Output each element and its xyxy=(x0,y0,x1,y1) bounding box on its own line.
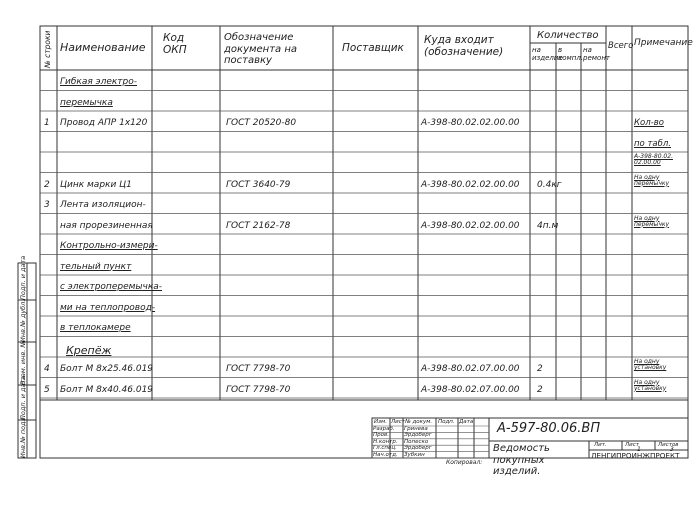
cell-where: А-398-80.02.07.00.00 xyxy=(421,364,520,374)
side-stamp-label: Взам. инв. № xyxy=(19,340,27,385)
org-name: ЛЕНГИПРОИНЖПРОЕКТ xyxy=(591,451,680,460)
side-stamp-label: Инв.№ дубл. xyxy=(19,299,27,342)
cell-num: 2 xyxy=(44,179,50,190)
cell-name: Гибкая электро- xyxy=(60,77,138,87)
rev-header-cell: Дата xyxy=(459,419,474,425)
cell-num: 3 xyxy=(44,200,50,210)
cell-where: А-398-80.02.02.00.00 xyxy=(421,179,520,190)
cell-note: На одну установку xyxy=(634,378,667,392)
header-doc: Обозначение документа на поставку xyxy=(224,32,298,66)
header-code: Код ОКП xyxy=(163,32,187,57)
header-name: Наименование xyxy=(60,41,146,54)
header-note: Примечание xyxy=(634,38,693,48)
sheets-label: Листов xyxy=(658,442,679,448)
cell-name: в теплокамере xyxy=(60,323,131,333)
cell-name: Болт М 8х40.46.019 xyxy=(60,384,154,395)
cell-qty: 2 xyxy=(537,364,543,374)
signature-name: Гринева xyxy=(404,426,428,432)
signature-name: Зубкин xyxy=(404,451,425,458)
side-stamp-label: Подп. и дата xyxy=(19,255,27,300)
header-where: Куда входит (обозначение) xyxy=(424,34,504,59)
cell-name: ная прорезиненная xyxy=(60,220,153,231)
cell-where: А-398-80.02.02.00.00 xyxy=(421,220,520,231)
header-qty-prod: на изделие xyxy=(532,46,563,63)
copied-label: Копировал: xyxy=(446,459,483,466)
cell-name: ми на теплопровод- xyxy=(60,302,156,313)
cell-qty: 2 xyxy=(537,384,543,395)
cell-where: А-398-80.02.07.00.00 xyxy=(421,384,520,395)
cell-num: 1 xyxy=(44,118,50,128)
signature-name: Эрдоберг xyxy=(404,445,432,452)
cell-doc: ГОСТ 7798-70 xyxy=(226,364,291,374)
signature-role: Пров. xyxy=(373,432,389,439)
rev-header-cell: № докум. xyxy=(405,419,433,425)
doc-title: Ведомость покупных изделий. xyxy=(493,443,550,477)
cell-name: перемычка xyxy=(60,97,113,108)
rev-header-cell: Лист xyxy=(391,419,405,425)
header-qty-rep: на ремонт xyxy=(583,46,610,63)
signature-name: Эрдоберг xyxy=(404,432,432,439)
cell-name: Крепёж xyxy=(66,343,112,357)
cell-qty: 0.4кг xyxy=(537,179,562,190)
cell-note: по табл. xyxy=(634,138,671,149)
cell-name: Болт М 8х25.46.019 xyxy=(60,364,154,374)
cell-note: На одну перемычку xyxy=(634,173,670,187)
header-qty-total: Всего xyxy=(608,41,634,51)
lit-label: Лит. xyxy=(594,442,607,448)
cell-name: Контрольно-измери- xyxy=(60,241,158,251)
side-stamp-label: Подп. и дата xyxy=(19,375,27,420)
cell-name: с электроперемычка- xyxy=(60,282,163,292)
cell-name: Цинк марки Ц1 xyxy=(60,179,132,190)
cell-name: Провод АПР 1х120 xyxy=(60,118,148,128)
cell-doc: ГОСТ 20520-80 xyxy=(226,118,297,128)
cell-note: А-398-80.02. 02.00.00 xyxy=(634,153,673,166)
header-supplier: Поставщик xyxy=(342,42,404,54)
header-num: № строки xyxy=(43,30,52,68)
signature-name: Попеско xyxy=(404,438,429,445)
doc-code: А-597-80.06.ВП xyxy=(497,421,601,436)
signature-role: Н.контр. xyxy=(373,438,398,445)
cell-num: 4 xyxy=(44,364,50,374)
cell-doc: ГОСТ 2162-78 xyxy=(226,220,291,231)
header-qty-set: в компл. xyxy=(558,46,584,63)
cell-where: А-398-80.02.02.00.00 xyxy=(421,118,520,128)
cell-doc: ГОСТ 3640-79 xyxy=(226,179,291,190)
cell-note: На одну установку xyxy=(634,358,667,371)
signature-role: Разраб. xyxy=(373,426,395,432)
rev-header-cell: Подп. xyxy=(438,419,455,425)
cell-note: На одну перемычку xyxy=(634,214,670,228)
signature-role: Нач.отд. xyxy=(373,451,398,458)
cell-qty: 4п.м xyxy=(537,220,559,231)
cell-name: тельный пункт xyxy=(60,261,132,272)
cell-num: 5 xyxy=(44,384,50,395)
signature-role: Гл.спец. xyxy=(373,445,397,452)
sheet-number: 1 xyxy=(637,446,641,453)
side-stamp-label: Инв.№ подл. xyxy=(19,415,27,458)
sheets-number: 3 xyxy=(670,446,674,453)
cell-name: Лента изоляцион- xyxy=(60,200,146,210)
rev-header-cell: Изм. xyxy=(374,419,387,425)
cell-doc: ГОСТ 7798-70 xyxy=(226,384,291,395)
sheet-label: Лист xyxy=(625,442,639,448)
cell-note: Кол-во xyxy=(634,118,664,128)
header-qty: Количество xyxy=(537,30,599,41)
